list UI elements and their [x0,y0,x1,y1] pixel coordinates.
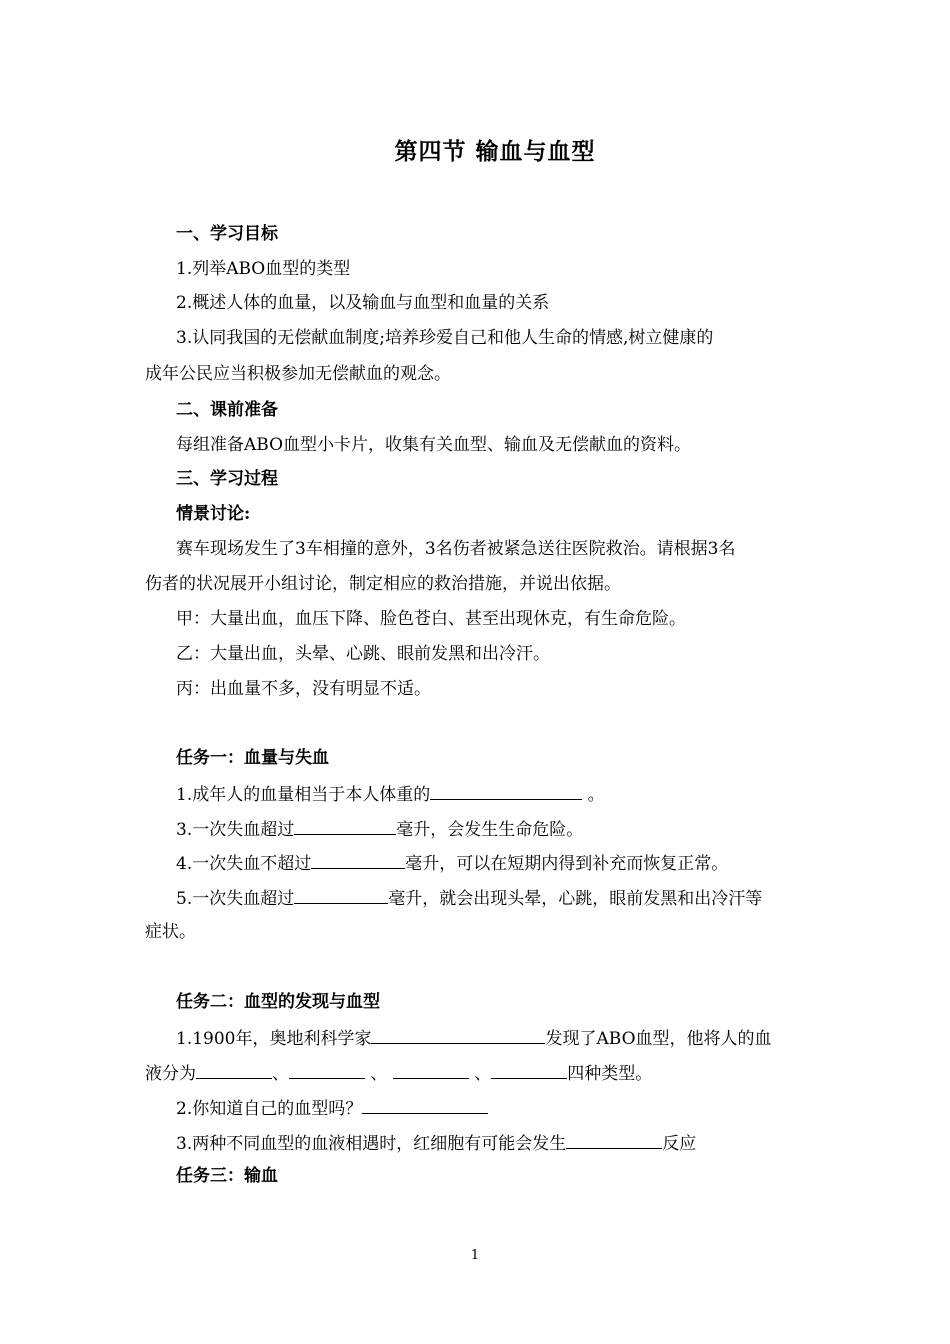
task2-question-1-cont [145,1060,652,1086]
separator: 、 [468,1064,492,1084]
question-text: 四种类型。 [567,1064,653,1084]
task1-question-5 [176,885,762,911]
question-text: 毫升，就会出现头晕，心跳，眼前发黑和出冷汗等 [388,889,763,909]
answer-blank[interactable] [294,816,396,835]
question-text: 。 [582,785,605,805]
section-heading-preparation: 二、课前准备 [176,400,278,420]
question-text: 1.1900年，奥地利科学家 [176,1029,372,1049]
answer-blank[interactable] [393,1060,469,1079]
question-text: 3.一次失血超过 [176,820,295,840]
answer-blank[interactable] [566,1130,662,1149]
task1-question-1 [176,781,605,807]
task3-heading: 任务三：输血 [176,1166,278,1186]
question-text: 4.一次失血不超过 [176,854,312,874]
section-heading-objectives: 一、学习目标 [176,224,278,244]
objective-item-2: 2.概述人体的血量，以及输血与血型和血量的关系 [176,293,550,313]
task2-question-3 [176,1130,696,1156]
question-text: 发现了ABO血型，他将人的血 [545,1029,772,1049]
question-text: 2.你知道自己的血型吗？ [176,1099,363,1119]
task1-heading: 任务一：血量与失血 [176,748,329,768]
question-text: 3.两种不同血型的血液相遇时，红细胞有可能会发生 [176,1134,567,1154]
scenario-line-2: 伤者的状况展开小组讨论，制定相应的救治措施，并说出依据。 [145,574,621,594]
question-text: 液分为 [145,1064,196,1084]
question-text: 1.成年人的血量相当于本人体重的 [176,785,431,805]
task1-question-5-cont: 症状。 [145,922,196,942]
scenario-patient-a: 甲：大量出血，血压下降、脸色苍白、甚至出现休克，有生命危险。 [176,609,686,629]
answer-blank[interactable] [294,885,388,904]
answer-blank[interactable] [430,781,582,800]
objective-item-3: 3.认同我国的无偿献血制度;培养珍爱自己和他人生命的情感,树立健康的 [176,328,714,348]
scenario-patient-c: 丙：出血量不多，没有明显不适。 [176,679,431,699]
task1-question-3 [176,816,583,842]
page-title: 第四节 输血与血型 [394,138,596,165]
answer-blank[interactable] [362,1095,488,1114]
question-text: 5.一次失血超过 [176,889,295,909]
scenario-heading: 情景讨论: [176,504,251,524]
section-heading-process: 三、学习过程 [176,469,278,489]
task2-question-2 [176,1095,488,1121]
question-text: 毫升，可以在短期内得到补充而恢复正常。 [405,854,729,874]
task2-question-1 [176,1025,772,1051]
answer-blank[interactable] [371,1025,545,1044]
separator: 、 [272,1064,289,1084]
scenario-patient-b: 乙：大量出血，头晕、心跳、眼前发黑和出冷汗。 [176,644,550,664]
objective-item-3-cont: 成年公民应当积极参加无偿献血的观念。 [145,364,451,384]
answer-blank[interactable] [491,1060,567,1079]
separator: 、 [365,1064,393,1084]
question-text: 毫升，会发生生命危险。 [396,820,584,840]
answer-blank[interactable] [289,1060,365,1079]
task1-question-4 [176,850,728,876]
scenario-line-1: 赛车现场发生了3车相撞的意外，3名伤者被紧急送往医院救治。请根据3名 [176,539,736,559]
objective-item-1: 1.列举ABO血型的类型 [176,259,351,279]
answer-blank[interactable] [196,1060,272,1079]
page-number: 1 [470,1248,480,1263]
preparation-text: 每组准备ABO血型小卡片，收集有关血型、输血及无偿献血的资料。 [176,435,692,455]
task2-heading: 任务二：血型的发现与血型 [176,992,380,1012]
answer-blank[interactable] [311,850,405,869]
question-text: 反应 [662,1134,697,1154]
